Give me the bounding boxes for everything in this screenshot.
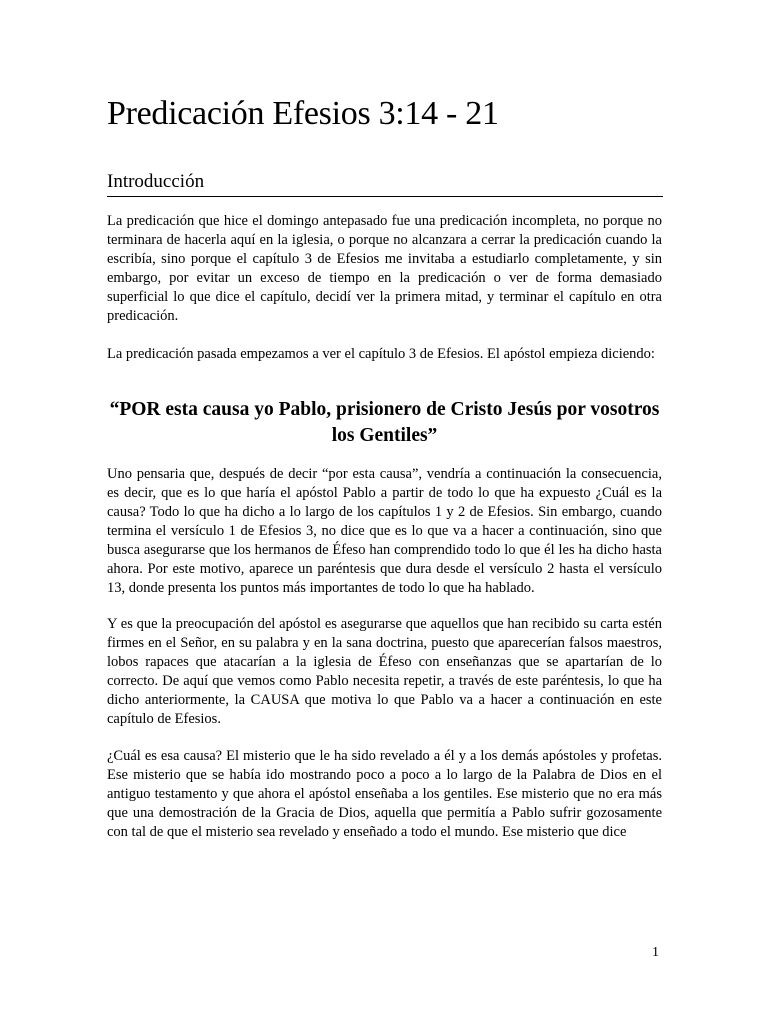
section-heading: Introducción <box>107 171 205 192</box>
scripture-quote: “POR esta causa yo Pablo, prisionero de Cristo Jesús por vosotros los Gentiles” <box>109 399 660 446</box>
paragraph-concern: Y es que la preocupación del apóstol es asegurarse que aquellos que han recibido su carta estén firmes en el Señor, en su palabra y en la sana doctrina, puesto que aparecerían falsos maestros, lobos rapaces que atacarían a la iglesia de Éfeso con enseñanzas que se apartarían de lo correcto. De aquí que vemos como Pablo necesita repetir, a través de este paréntesis, lo que ha dicho anteriormente, la CAUSA que motiva lo que Pablo va a hacer a continuación en este capítulo de Efesios. <box>107 616 662 727</box>
paragraph-cause: Uno pensaria que, después de decir “por esta causa”, vendría a continuación la consecuencia, es decir, que es lo que haría el apóstol Pablo a partir de todo lo que ha expuesto ¿Cuál es la causa? Todo lo que ha dicho a lo largo de los capítulos 1 y 2 de Efesios. Sin embargo, cuando termina el versículo 1 de Efesios 3, no dice que es lo que va a hacer a continuación, sino que busca asegurarse que los hermanos de Éfeso han comprendido todo lo que él les ha dicho hasta ahora. Por este motivo, aparece un paréntesis que dura desde el versículo 2 hasta el versículo 13, donde presenta los puntos más importantes de todo lo que ha hablado. <box>107 466 662 596</box>
page-number: 1 <box>652 945 659 960</box>
document-title: Predicación Efesios 3:14 - 21 <box>107 95 499 132</box>
paragraph-mystery: ¿Cuál es esa causa? El misterio que le ha sido revelado a él y a los demás apóstoles y profetas. Ese misterio que se había ido mostrando poco a poco a lo largo de la Palabra de Dios en el antiguo testamento y que ahora el apóstol enseñaba a los gentiles. Ese misterio que no era más que una demostración de la Gracia de Dios, aquella que permitía a Pablo sufrir gozosamente con tal de que el misterio sea revelado y enseñado a todo el mundo. Ese misterio que dice <box>107 748 662 840</box>
paragraph-lead-in: La predicación pasada empezamos a ver el capítulo 3 de Efesios. El apóstol empieza diciendo: <box>107 346 655 362</box>
heading-divider <box>107 196 663 197</box>
paragraph-intro: La predicación que hice el domingo antepasado fue una predicación incompleta, no porque no terminara de hacerla aquí en la iglesia, o porque no alcanzara a cerrar la predicación cuando la escribía, sino porque el capítulo 3 de Efesios me invitaba a estudiarlo completamente, y sin embargo, por evitar un exceso de tiempo en la predicación o ver de forma demasiado superficial lo que dice el capítulo, decidí ver la primera mitad, y terminar el capítulo en otra predicación. <box>107 213 662 324</box>
